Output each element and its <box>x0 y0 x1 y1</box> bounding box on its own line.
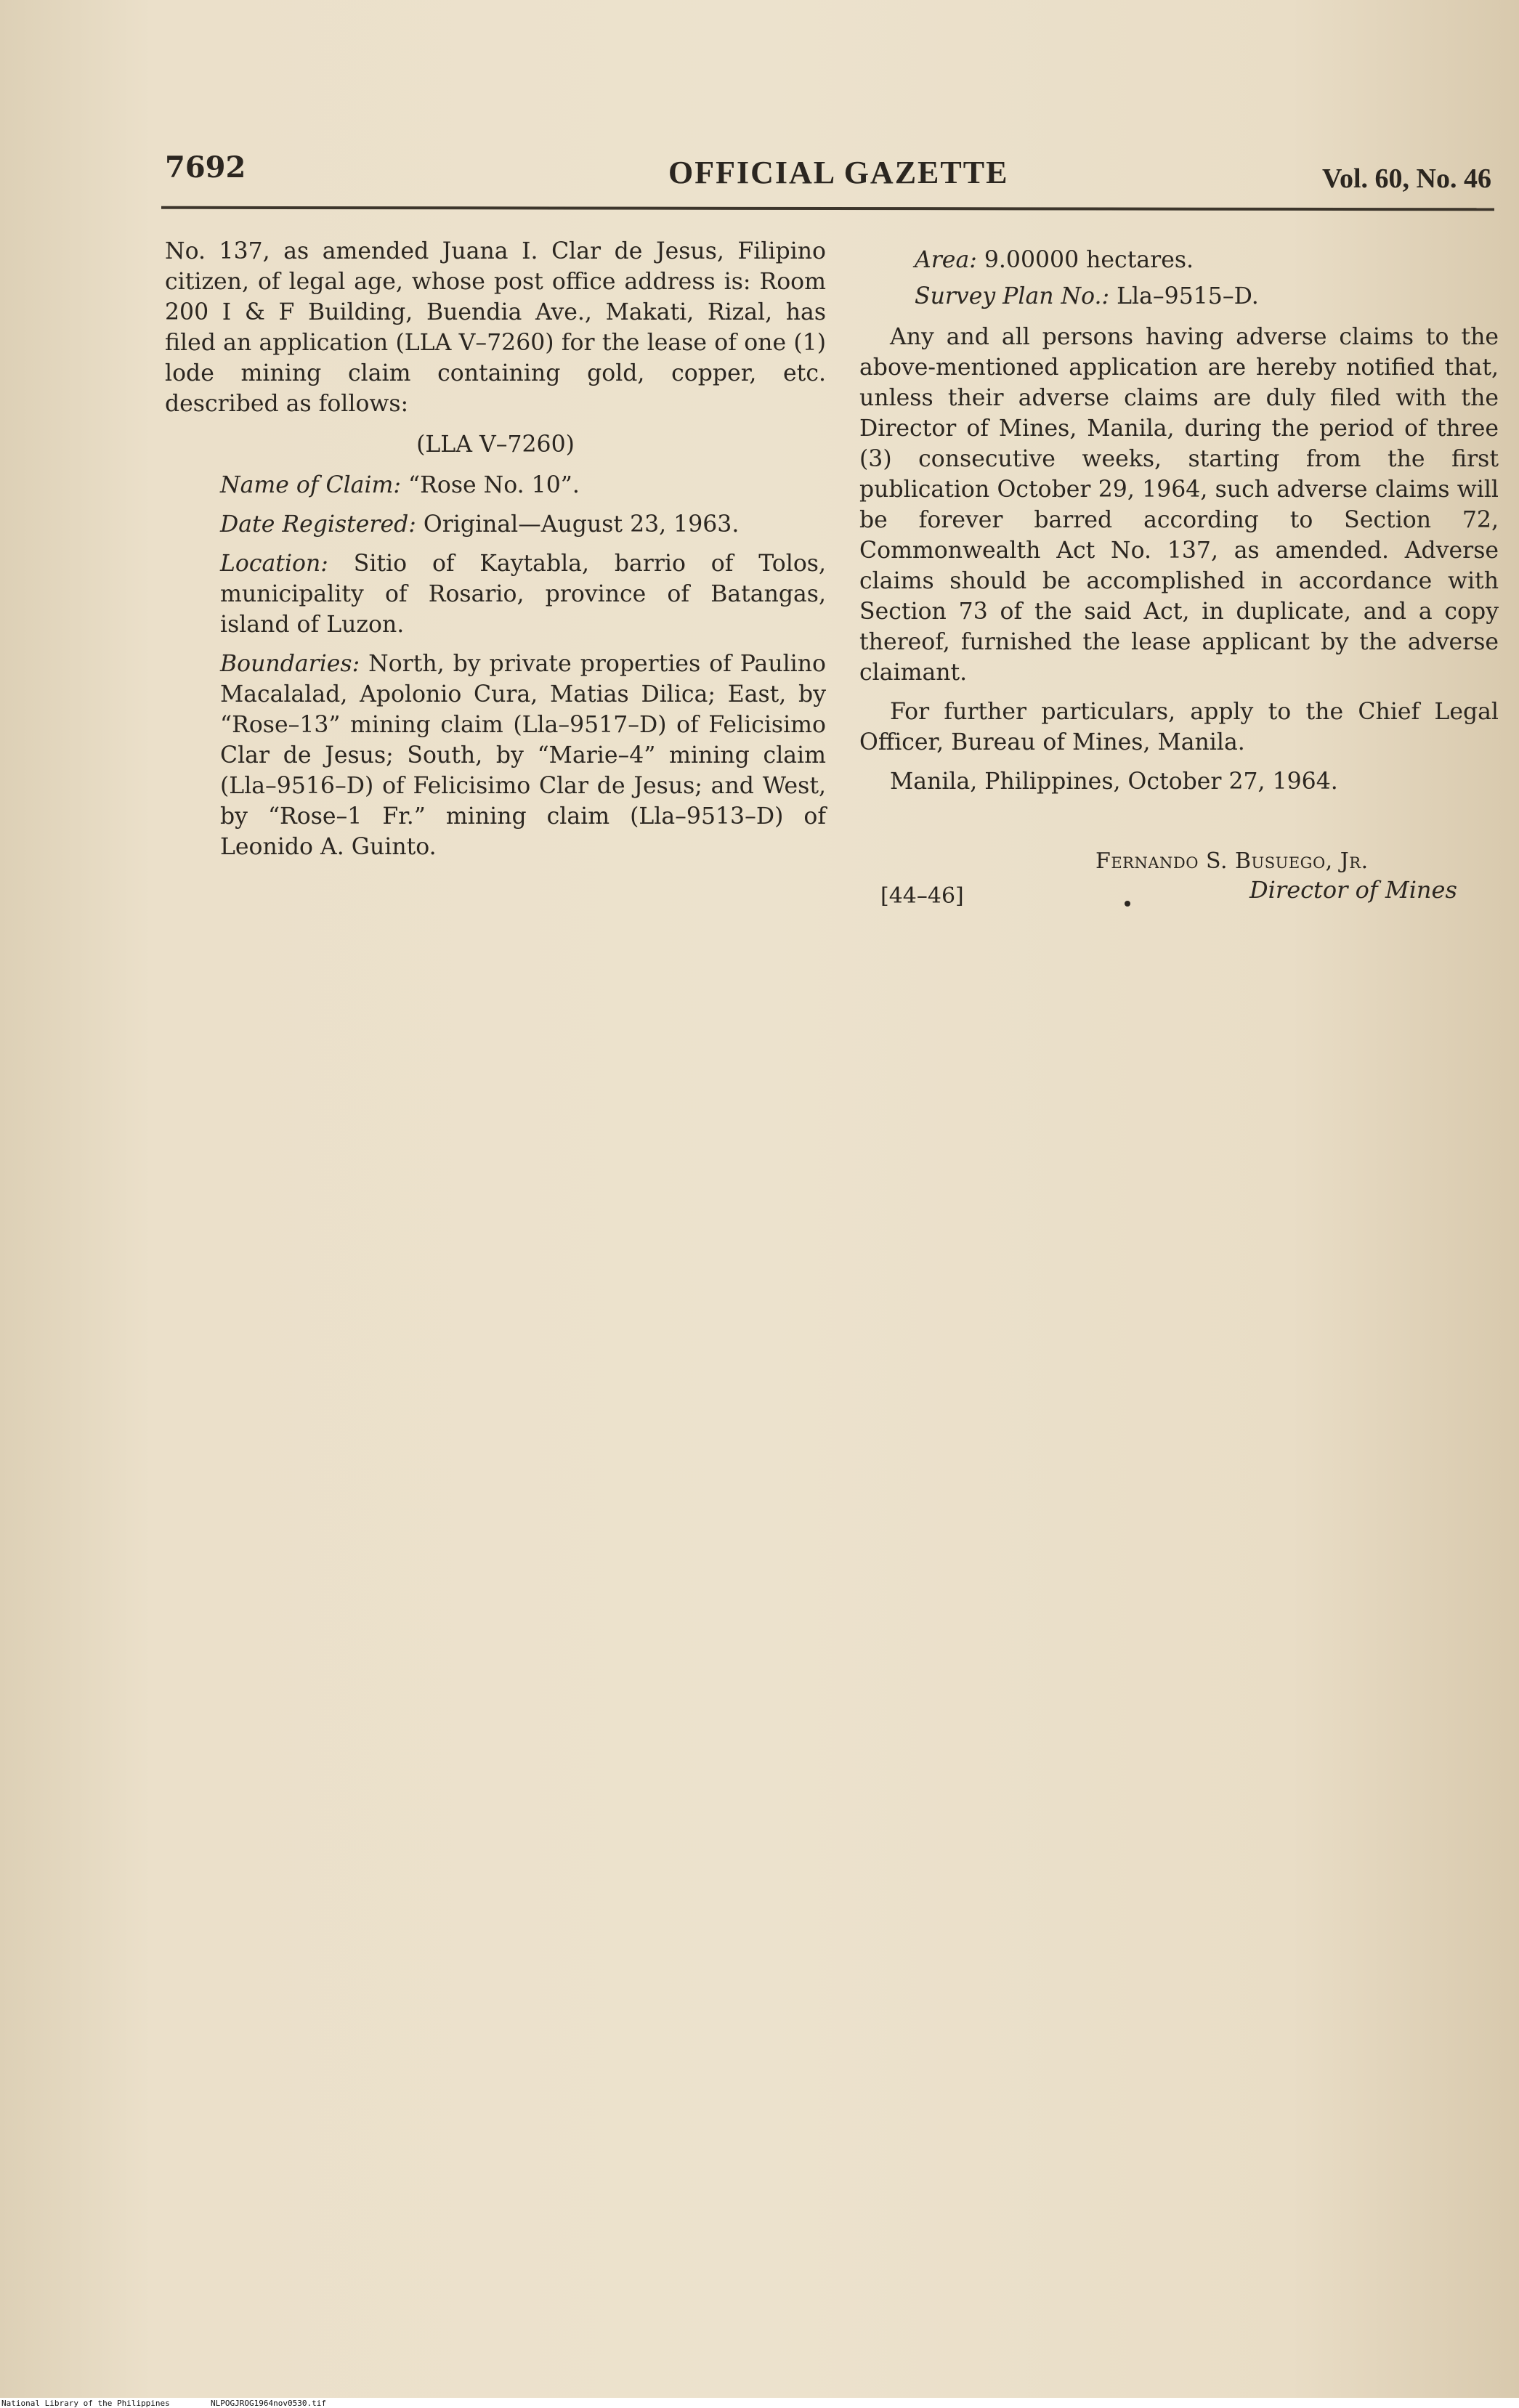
claim-name-label: Name of Claim: <box>220 472 402 498</box>
intro-paragraph: No. 137, as amended Juana I. Clar de Jesus, Filipino citizen, of legal age, whose post office address is: Room 200 I & F Building, Buendia Ave., Makati, Rizal, has filed an application (LLA V–7260) for the lease of one (1) lode mining claim containing gold, copper, etc. described as follows: <box>165 238 826 417</box>
date-registered-label: Date Registered: <box>220 511 416 538</box>
publication-reference: [44–46] <box>880 883 964 909</box>
volume-issue: Vol. 60, No. 46 <box>1322 163 1491 194</box>
scan-footer <box>0 2398 1519 2408</box>
claim-name <box>165 470 826 500</box>
date-registered-value: Original—August 23, 1963. <box>423 511 740 538</box>
ink-dot <box>1125 901 1130 907</box>
boundaries-value: North, by private properties of Paulino Macalalad, Apolonio Cura, Matias Dilica; East, by “Rose–13” mining claim (Lla–9517–D) of Felicisimo Clar de Jesus; South, by “Marie–4” mining claim (Lla–9516–D) of Felicisimo Clar de Jesus; and West, by “Rose–1 Fr.” mining claim (Lla–9513–D) of Leonido A. Guinto. <box>220 651 827 860</box>
area <box>859 245 1499 275</box>
application-heading: (LLA V–7260) <box>416 431 575 458</box>
location <box>165 548 826 640</box>
signatory-name: Fernando S. Busuego, Jr. <box>1095 848 1369 874</box>
signatory-title: Director of Mines <box>1249 876 1457 904</box>
further-particulars: For further particulars, apply to the Chief Legal Officer, Bureau of Mines, Manila. <box>859 699 1499 755</box>
page-number: 7692 <box>165 150 246 185</box>
location-label: Location: <box>220 551 328 577</box>
boundaries-label: Boundaries: <box>220 651 360 677</box>
area-label: Area: <box>915 247 977 273</box>
date-registered <box>165 509 826 540</box>
bleed-through-texture <box>726 944 1482 1961</box>
area-value: 9.00000 hectares. <box>984 247 1194 273</box>
gazette-title: OFFICIAL GAZETTE <box>668 155 1009 190</box>
right-column <box>859 245 1499 806</box>
boundaries <box>165 649 826 862</box>
header-rule <box>161 206 1494 211</box>
location-value: Sitio of Kaytabla, barrio of Tolos, municipality of Rosario, province of Batangas, island of Luzon. <box>220 551 826 638</box>
claim-name-value: “Rose No. 10”. <box>408 472 580 498</box>
left-column <box>165 236 826 871</box>
survey-plan-value: Lla–9515–D. <box>1117 283 1259 309</box>
footer-file: NLPOGJROG1964nov0530.tif <box>211 2399 326 2408</box>
dateline: Manila, Philippines, October 27, 1964. <box>890 769 1338 795</box>
notice-paragraph: Any and all persons having adverse claims to the above-mentioned application are hereby notified that, unless their adverse claims are duly filed with the Director of Mines, Manila, during the period of three (3) consecutive weeks, starting from the first publication October 29, 1964, such adverse claims will be forever barred according to Section 72, Commonwealth Act No. 137, as amended. Adverse claims should be accomplished in accordance with Section 73 of the said Act, in duplicate, and a copy thereof, furnished the lease applicant by the adverse claimant. <box>859 324 1499 686</box>
footer-library: National Library of the Philippines <box>1 2399 170 2408</box>
survey-plan-label: Survey Plan No.: <box>915 283 1110 309</box>
survey-plan <box>859 281 1499 312</box>
